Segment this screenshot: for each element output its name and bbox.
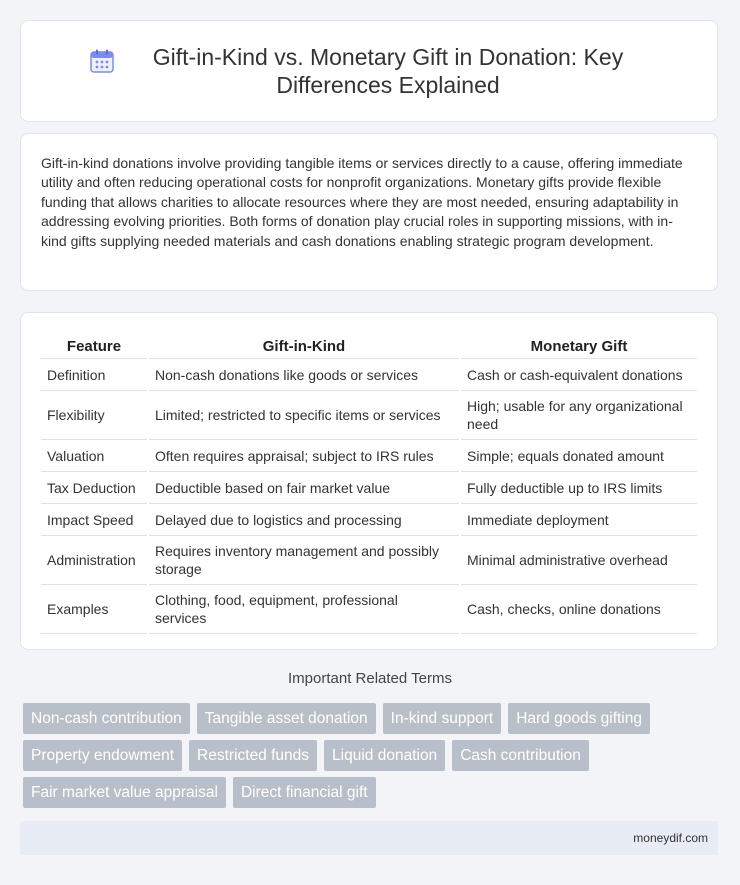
related-term-tag[interactable]: Tangible asset donation [197,703,376,734]
summary-text: Gift-in-kind donations involve providing tangible items or services directly to a cause, offering immediate utility and often reducing operational costs for nonprofit organizations. Monetary gifts provide flexible funding that allows charities to allocate resources where they are most needed, ensuring adaptability in addressing evolving priorities. Both forms of donation play crucial roles in supporting missions, with in-kind gifts supplying needed materials and cash donations enabling strategic program development. [41,155,683,249]
table-cell: Cash or cash-equivalent donations [461,359,697,391]
column-header-monetary-gift: Monetary Gift [461,332,697,359]
related-term-tag[interactable]: In-kind support [383,703,502,734]
table-cell: Impact Speed [41,504,147,536]
table-row [41,359,697,391]
related-term-tag[interactable]: Direct financial gift [233,777,376,808]
header-inner [89,43,649,99]
related-term-tag[interactable]: Property endowment [23,740,182,771]
table-cell: Definition [41,359,147,391]
related-terms-list [23,703,723,814]
table-cell: Limited; restricted to specific items or services [149,391,459,440]
calendar-icon [89,48,115,74]
related-term-tag[interactable]: Fair market value appraisal [23,777,226,808]
table-cell: Tax Deduction [41,472,147,504]
table-cell: Cash, checks, online donations [461,585,697,634]
table-cell: Flexibility [41,391,147,440]
header-card [20,20,718,122]
comparison-table-card [20,312,718,650]
comparison-table [39,332,699,634]
page-title: Gift-in-Kind vs. Monetary Gift in Donation: Key Differences Explained [152,44,624,98]
table-header-row [41,332,697,359]
table-cell: Clothing, food, equipment, professional services [149,585,459,634]
table-cell: Immediate deployment [461,504,697,536]
related-term-tag[interactable]: Restricted funds [189,740,317,771]
table-row [41,504,697,536]
footer [20,821,718,855]
related-term-tag[interactable]: Non-cash contribution [23,703,190,734]
table-cell: Delayed due to logistics and processing [149,504,459,536]
table-cell: Requires inventory management and possibly storage [149,536,459,585]
related-term-tag[interactable]: Liquid donation [324,740,445,771]
column-header-feature: Feature [41,332,147,359]
table-cell: Deductible based on fair market value [149,472,459,504]
column-header-gift-in-kind: Gift-in-Kind [149,332,459,359]
related-term-tag[interactable]: Cash contribution [452,740,589,771]
table-row [41,391,697,440]
table-cell: Examples [41,585,147,634]
table-row [41,440,697,472]
summary-card [20,133,718,291]
table-cell: Simple; equals donated amount [461,440,697,472]
table-cell: Minimal administrative overhead [461,536,697,585]
footer-site-link[interactable]: moneydif.com [633,831,708,845]
table-cell: Administration [41,536,147,585]
table-row [41,472,697,504]
table-cell: Valuation [41,440,147,472]
table-cell: Often requires appraisal; subject to IRS rules [149,440,459,472]
table-row [41,585,697,634]
table-cell: Non-cash donations like goods or services [149,359,459,391]
table-cell: Fully deductible up to IRS limits [461,472,697,504]
related-terms-title: Important Related Terms [288,670,452,687]
related-term-tag[interactable]: Hard goods gifting [508,703,650,734]
table-row [41,536,697,585]
table-cell: High; usable for any organizational need [461,391,697,440]
